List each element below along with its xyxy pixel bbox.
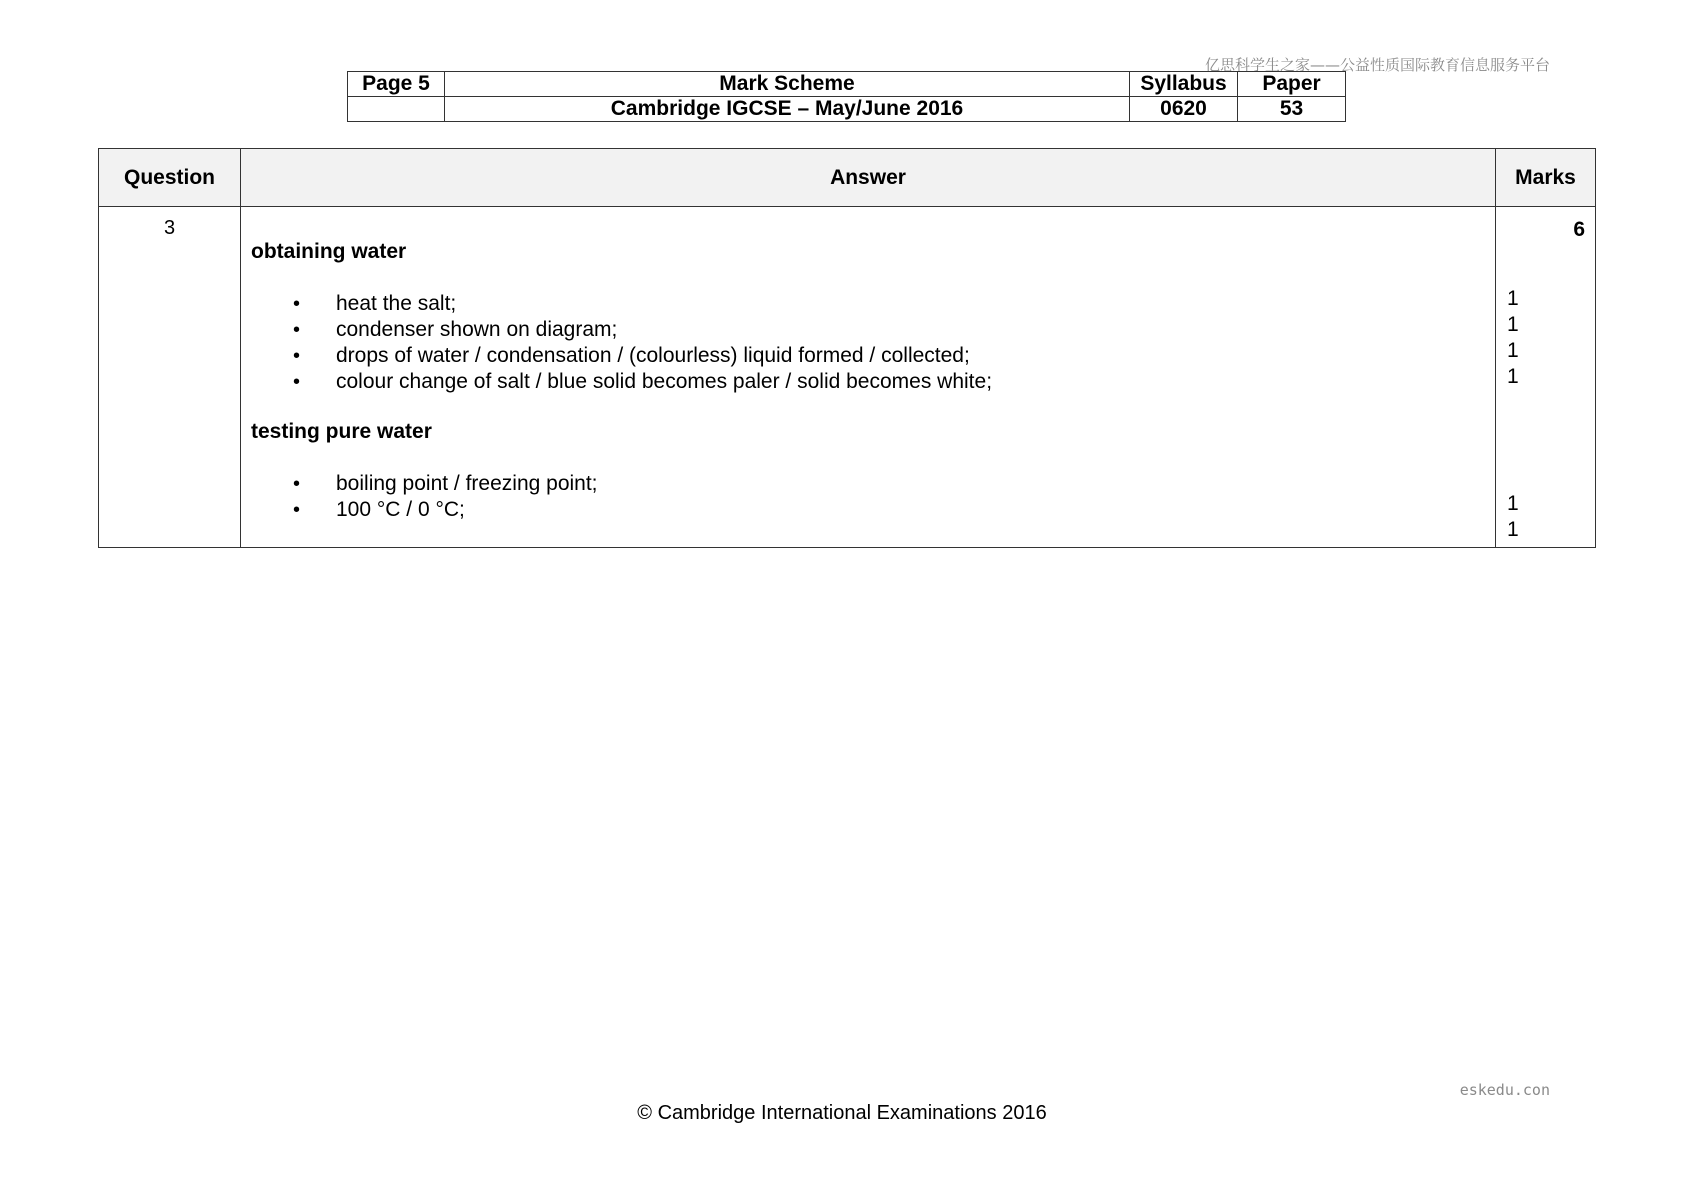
document-title: Mark Scheme: [445, 72, 1130, 97]
watermark-top: 亿思科学生之家——公益性质国际教育信息服务平台: [1204, 56, 1550, 74]
bullet-icon: •: [293, 345, 301, 367]
bullet-icon: •: [293, 371, 301, 393]
syllabus-value: 0620: [1130, 97, 1238, 122]
mark-value: 1: [1507, 365, 1519, 388]
list-item: [251, 291, 1485, 317]
table-row: [99, 207, 1596, 548]
mark-value: 1: [1507, 339, 1519, 362]
answer-text: boiling point / freezing point;: [336, 472, 598, 495]
syllabus-label: Syllabus: [1130, 72, 1238, 97]
answer-list: [251, 291, 1485, 395]
section-heading-obtaining-water: obtaining water: [251, 240, 407, 263]
answer-text: condenser shown on diagram;: [336, 318, 618, 341]
bullet-icon: •: [293, 293, 301, 315]
mark-value: 1: [1507, 492, 1519, 515]
marks-cell: [1496, 207, 1596, 548]
column-header-answer: Answer: [241, 149, 1496, 207]
list-item: [251, 343, 1485, 369]
question-number: 3: [99, 207, 241, 548]
paper-label: Paper: [1238, 72, 1346, 97]
page-label: Page 5: [348, 72, 445, 97]
answer-list: [251, 471, 1485, 523]
answer-text: drops of water / condensation / (colourless) liquid formed / collected;: [336, 344, 970, 367]
page-label-empty: [348, 97, 445, 122]
answer-text: 100 °C / 0 °C;: [336, 498, 465, 521]
mark-value: 1: [1507, 518, 1519, 541]
total-marks: 6: [1573, 218, 1585, 241]
bullet-icon: •: [293, 499, 301, 521]
answer-text: heat the salt;: [336, 292, 457, 315]
section-heading-testing-pure-water: testing pure water: [251, 420, 432, 443]
document-subtitle: Cambridge IGCSE – May/June 2016: [445, 97, 1130, 122]
paper-value: 53: [1238, 97, 1346, 122]
list-item: [251, 369, 1485, 395]
watermark-bottom: eskedu.con: [1459, 1081, 1550, 1099]
answer-text: colour change of salt / blue solid becomes paler / solid becomes white;: [336, 370, 993, 393]
page-header-table: [347, 71, 1346, 122]
mark-scheme-table: [98, 148, 1596, 548]
bullet-icon: •: [293, 319, 301, 341]
answer-cell: [241, 207, 1496, 548]
mark-value: 1: [1507, 313, 1519, 336]
table-header-row: [99, 149, 1596, 207]
column-header-question: Question: [99, 149, 241, 207]
list-item: [251, 317, 1485, 343]
list-item: [251, 497, 1485, 523]
bullet-icon: •: [293, 473, 301, 495]
list-item: [251, 471, 1485, 497]
copyright-footer: © Cambridge International Examinations 2016: [637, 1102, 1047, 1124]
column-header-marks: Marks: [1496, 149, 1596, 207]
mark-value: 1: [1507, 287, 1519, 310]
